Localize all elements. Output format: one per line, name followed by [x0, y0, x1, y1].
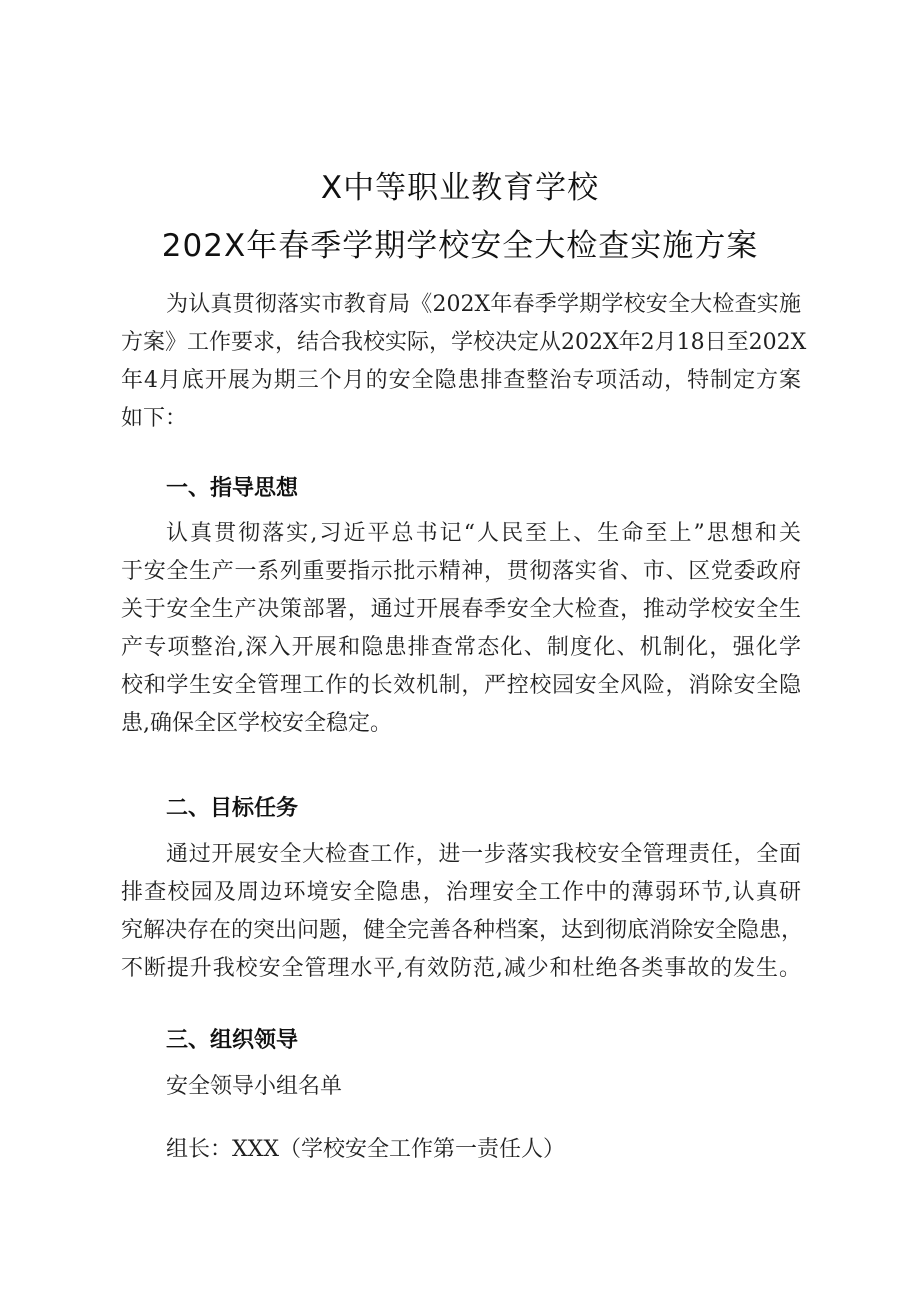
intro-line: 如下：	[121, 406, 188, 431]
section1-line: 认真贯彻落实,习近平总书记“人民至上、生命至上”思想和关	[166, 521, 801, 546]
group-leader-entry: 组长：XXX（学校安全工作第一责任人）	[166, 1137, 565, 1162]
section1-line: 产专项整治,深入开展和隐患排查常态化、制度化、机制化，强化学	[121, 635, 801, 660]
section1-line: 患,确保全区学校安全稳定。	[121, 711, 392, 736]
section1-line: 校和学生安全管理工作的长效机制，严控校园安全风险，消除安全隐	[121, 673, 801, 698]
section1-line: 于安全生产一系列重要指示批示精神，贯彻落实省、市、区党委政府	[121, 559, 801, 584]
intro-line: 为认真贯彻落实市教育局《202X年春季学期学校安全大检查实施	[166, 292, 801, 317]
section2-line: 排查校园及周边环境安全隐患，治理安全工作中的薄弱环节,认真研	[121, 880, 801, 905]
document-title-school: X中等职业教育学校	[320, 170, 600, 206]
section1-line: 关于安全生产决策部署，通过开展春季安全大检查，推动学校安全生	[121, 597, 801, 622]
section1-paragraph	[121, 515, 801, 743]
section2-paragraph	[121, 836, 804, 988]
intro-paragraph	[121, 286, 807, 438]
intro-line: 方案》工作要求，结合我校实际，学校决定从202X年2月18日至202X	[121, 330, 807, 355]
document-title-plan: 202X年春季学期学校安全大检查实施方案	[161, 228, 759, 264]
leadership-group-subtitle: 安全领导小组名单	[166, 1074, 343, 1099]
section-heading-guiding-ideology: 一、指导思想	[166, 476, 299, 501]
intro-line: 年4月底开展为期三个月的安全隐患排查整治专项活动，特制定方案	[121, 368, 801, 393]
section-heading-organization: 三、组织领导	[166, 1028, 299, 1053]
section2-line: 不断提升我校安全管理水平,有效防范,减少和杜绝各类事故的发生。	[121, 956, 801, 981]
section2-line: 究解决存在的突出问题，健全完善各种档案，达到彻底消除安全隐患，	[121, 918, 804, 943]
section2-line: 通过开展安全大检查工作，进一步落实我校安全管理责任，全面	[166, 842, 801, 867]
section-heading-goals-tasks: 二、目标任务	[166, 796, 299, 821]
